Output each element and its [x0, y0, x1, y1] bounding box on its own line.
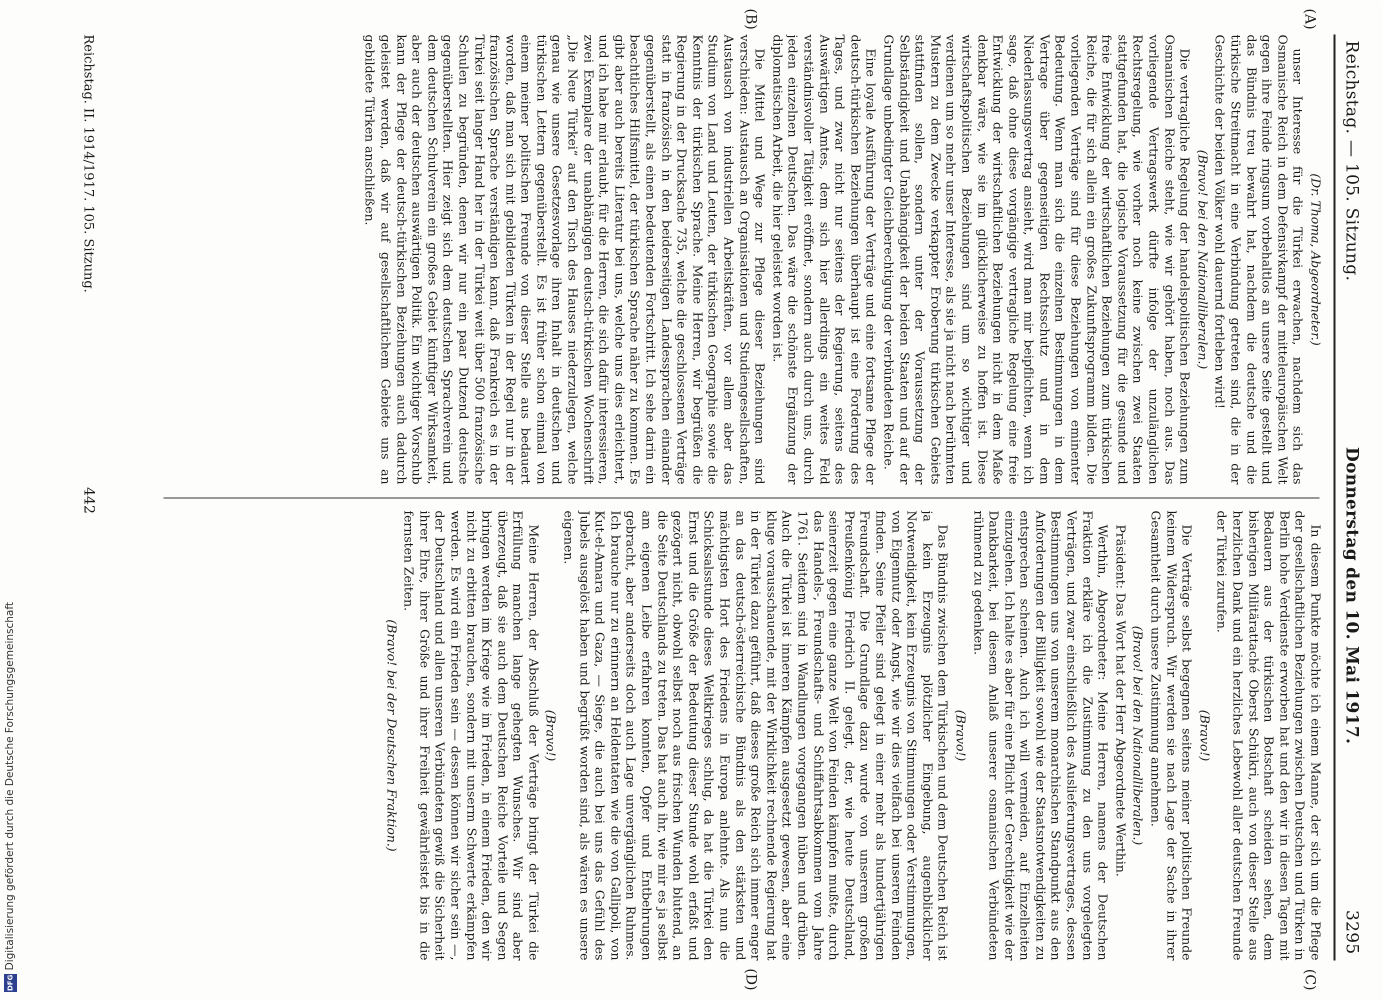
president-statement: Präsident: Das Wort hat der Herr Abgeordnete Werthin.	[1112, 524, 1128, 877]
applause-note: (Bravo!)	[952, 709, 968, 761]
paragraph: Die Verträge selbst begegnen seitens meiner politischen Freunde keinem Widerspruch. Wir werden sie nach Lage der Sache in ihrer Gesamtheit durch unsere Zustimmung annehmen.	[1148, 510, 1195, 960]
left-column	[163, 34, 1323, 484]
text-columns	[163, 8, 1323, 990]
funding-strip	[4, 4, 18, 994]
margin-marker-d: (D)	[742, 967, 758, 990]
header-page-number: 3295	[1341, 909, 1361, 954]
applause-note: (Bravo!)	[1196, 709, 1212, 761]
funding-note: Digitalisierung gefördert durch die Deutsche Forschungsgemeinschaft	[4, 601, 16, 970]
paragraph: In diesem Punkte möchte ich einem Manne, der sich um die Pflege der gesellschaftlichen Beziehungen zwischen Deutschen und Türken in Berlin hohe Verdienste erworben hat und den wir in diesen Tagen mit Bedauern aus der türkischen Botschaft scheiden sehen, dem bisherigen Militärattaché Oberst Schükri, auch von dieser Stelle aus herzlichen Dank und ein herzliches Lebewohl aller deutschen Freunde der Türkei zurufen.	[1214, 510, 1323, 960]
header-left: Reichstag. — 105. Sitzung.	[1341, 40, 1361, 281]
header-rule	[1333, 34, 1335, 960]
margin-marker-b: (B)	[742, 8, 758, 30]
paragraph: Werthin, Abgeordneter: Meine Herren, namens der Deutschen Fraktion erkläre ich die Zustimmung zu den uns vorgelegten Verträgen, und zwar einschließlich des Auslieferungsvertrages, dessen Bestimmungen uns von unserem monarchischen Standpunkt aus den Anforderungen der Billigkeit sowohl wie der Staatsnotwendigkeiten zu entsprechen scheinen. Auch ich will vermeiden, auf Einzelheiten einzugehen. Ich halte es aber für eine Pflicht der Gerechtigkeit wie der Dankbarkeit, bei diesem Anlaß unserer osmanischen Verbündeten rühmend zu gedenken.	[970, 510, 1111, 960]
page-footer: Reichstag. II. 1914/1917. 105. Sitzung.	[80, 34, 95, 293]
column-divider	[163, 497, 1319, 498]
paragraph: Meine Herren, der Abschluß der Verträge bringt der Türkei die Erfüllung manchen lange gehegten Wunsches. Wir sind aber überzeugt, daß sie auch dem Deutschen Reiche Vorteile und Segen bringen werden im Kriege wie im Frieden, in einem Frieden, den wir nicht zu erbitten brauchen, sondern mit unserm Schwerte erkämpfen werden. Es wird ein Frieden sein — dessen können wir sicher sein —, der Deutschland und allen unseren Verbündeten gewiß die Sicherheit ihrer Ehre, ihrer Größe und ihrer Freiheit gewährleistet bis in die fernsten Zeiten.	[401, 510, 541, 960]
footer-page-number: 442	[80, 486, 96, 514]
paragraph: Die Mittel und Wege zur Pflege dieser Beziehungen sind verschieden: Austausch an Organisationen und Studiengesellschaften, Austausch von industriellen Arbeitskräften, vor allem aber das Studium von Land und Leuten, der türkischen Geographie sowie die Kenntnis der türkischen Sprache. Meine Herren, wir begrüßen die Regierung in der Drucksache 735, welche die geschlossenen Verträge statt in französisch in den beiderseitigen Landessprachen einander gegenüberstellt, als einen bedeutenden Fortschritt. Ich sehe darin ein beachtliches Hilfsmittel, der türkischen Sprache näher zu kommen. Es gibt aber auch bereits Literatur bei uns, welche uns dies erleichtert, und ich habe mir erlaubt, für die Herren, die sich dafür interessieren, zwei Exemplare der unabhängigen deutsch-türkischen Wochenschrift „Die Neue Türkei“ auf den Tisch des Hauses niederzulegen, welche genau wie unsere Gesetzesvorlage ihren Inhalt in deutschen und türkischen Lettern gegenüberstellt. Es ist früher schon einmal von einem meiner politischen Freunde von dieser Stelle aus bedauert worden, daß man sich mit gebildeten Türken in der Regel nur in der französischen Sprache verständigen kann, daß Frankreich es in der Türkei seit langer Hand her in der Türkei weit über 500 französische Schulen zu begründen, denen wir nur ein paar Dutzend deutsche gegenüberstellten. Hier zeigt sich dem deutschen Sprachverein und dem deutschen Schulverein ein großes Gebiet künftiger Wirksamkeit, aber auch der deutschen auswärtigen Politik. Ein wichtiger Vorschub kann der Pflege der deutsch-türkischen Beziehungen auch dadurch geleistet werden, daß wir auf gesellschaftlichem Gebiete uns an gebildete Türken anschließen.	[362, 34, 768, 484]
paragraph: unser Interesse für die Türkei erwachen, nachdem sich das Osmanische Reich in dem Defensivkampf der mitteleuropäischen Welt gegen ihre Feinde ringsum vorbehaltlos an unsere Seite gestellt und das Bündnis treu bewahrt hat, nachdem die deutsche und die türkische Streitmacht in eine Verbindung getreten sind, die in der Geschichte der beiden Völker wohl dauernd fortleben wird!	[1212, 34, 1306, 484]
header-date: Donnerstag den 10. Mai 1917.	[1341, 446, 1361, 744]
page-header	[1341, 34, 1361, 960]
paragraph: Das Bündnis zwischen dem Türkischen und dem Deutschen Reich ist ja kein Erzeugnis plötzlicher Eingebung, augenblicklicher Notwendigkeit, kein Erzeugnis von Stimmungen oder Verstimmungen, von Eigennutz oder Angst, wie wir dies vielfach bei unseren Feinden finden. Seine Pfeiler sind gelegt in einer mehr als hundertjährigen Freundschaft. Die Grundlage dazu wurde von unserem großen Preußenkönig Friedrich II. gelegt, der, wie heute Deutschland, seinerzeit gegen eine ganze Welt von Feinden kämpfen mußte, durch das Handels-, Freundschafts- und Schiffahrtsabkommen vom Jahre 1761. Seitdem sind in Wandlungen vorgegangen hüben und drüben. Auch die Türkei ist inneren Kämpfen ausgesetzt gewesen, aber eine kluge vorausschauende, mit der Wirklichkeit rechnende Regierung hat in der Türkei dazu geführt, daß dieses große Reich sich immer enger an das deutsch-österreichische Bündnis als den stärksten und mächtigsten Hort des Friedens in Europa anlehnte. Als nun die Schicksalsstunde dieses Weltkrieges schlug, da hat die Türkei den Ernst und die Größe der Bedeutung dieser Stunde wohl erfaßt und gezögert nicht, obwohl selbst noch aus frischen Wunden blutend, an die Seite Deutschlands zu treten. Das hat auch ihr, wie mir es ja selbst am eigenen Leibe erfahren konnten, Opfer und Entbehrungen gebracht, aber anderseits doch auch Lage unvergänglichen Ruhmes. Ich brauche nur zu erinnern an Heldentaten wie die von Gallipoli, von Kut-el-Amara und Gaza, — Siege, die auch bei uns das Gefühl des Jubels ausgelöst haben und begrüßt worden sind, als wären es unsere eigenen.	[561, 510, 951, 960]
applause-note: (Bravo!)	[543, 709, 559, 761]
right-column	[163, 510, 1323, 960]
paragraph: Die vertragliche Regelung der handelspolitischen Beziehungen zum Osmanischen Reiche steht, wie wir gehört haben, noch aus. Das vorliegende Vertragswerk dürfte infolge der unzulänglichen Rechtsregelung, wie vorher noch keine zwischen zwei Staaten stattgefunden hat, die logische Voraussetzung für die gesunde und freie Entwicklung der wirtschaftlichen Beziehungen zum türkischen Reiche, die für sich allein ein großes Zukunftsprogramm bilden. Die vorliegenden Verträge sind für diese Beziehungen von eminenter Bedeutung. Wenn man sich die einzelnen Bestimmungen in dem Vertrage über gegenseitigen Rechtsschutz und in dem Niederlassungsvertrag ansieht, wird man mir beipflichten, wenn ich sage, daß ohne diese vorgängige vertragliche Regelung eine freie Entwicklung der wirtschaftlichen Beziehungen nicht in dem Maße denkbar wäre, wie sie im glücklicherweise zu hoffen ist. Diese wirtschaftspolitischen Beziehungen sind um so wichtiger und verdienen um so mehr unser Interesse, als sie ja nicht nach berühmten Mustern zu dem Zwecke verkappter Eroberung türkischen Gebiets stattfinden sollen, sondern unter der Voraussetzung der Selbständigkeit und Unabhängigkeit der beiden Staaten und auf der Grundlage unbedingter Gleichberechtigung der verbündeten Reiche.	[880, 34, 1193, 484]
applause-note: (Bravo! bei der Deutschen Fraktion.)	[383, 618, 399, 852]
margin-marker-a: (A)	[1301, 8, 1317, 30]
margin-marker-c: (C)	[1301, 968, 1317, 990]
applause-note: (Bravo! bei den Nationalliberalen.)	[1194, 149, 1210, 369]
dfg-logo-icon: DFG	[4, 974, 17, 992]
applause-note: (Bravo! bei den Nationalliberalen.)	[1130, 625, 1146, 845]
paragraph: Eine loyale Ausführung der Verträge und eine fortsame Pflege der deutsch-türkischen Beziehungen überhaupt ist eine Forderung des Tages, und zwar nicht nur seitens der Regierung, seitens des Auswärtigen Amtes, dem sich hier allerdings ein weites Feld verständnisvoller Tätigkeit eröffnet, sondern auch durch uns, durch jeden einzelnen Deutschen. Das wäre die schönste Ergänzung der diplomatischen Arbeit, die hier geleistet worden ist.	[769, 34, 879, 484]
speaker-note: (Dr. Thoma, Abgeordneter.)	[1308, 172, 1323, 346]
